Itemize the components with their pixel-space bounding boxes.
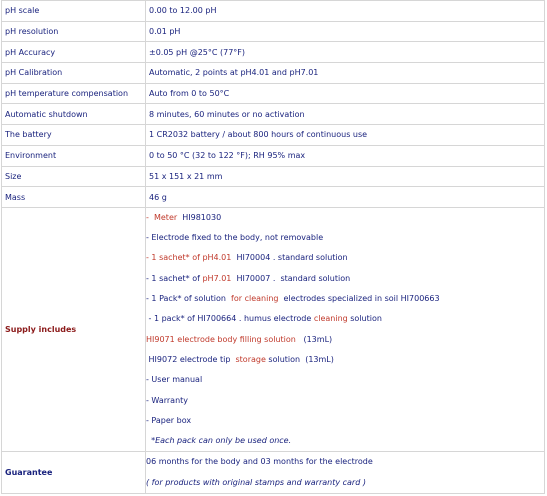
spec-label: The battery [2, 125, 146, 146]
spec-value: 0.01 pH [146, 21, 545, 42]
supply-item-text: HI9072 electrode tip [146, 354, 236, 364]
spec-table-body [2, 1, 545, 494]
spec-label: Size [2, 166, 146, 187]
spec-row [2, 63, 545, 84]
supply-item [146, 208, 541, 228]
supply-item-text: storage [235, 354, 266, 364]
supply-item-text: HI9071 electrode body filling solution [146, 334, 296, 344]
supply-item-text: (13mL) [295, 334, 333, 344]
supply-item-text: - 1 Pack* of solution [146, 294, 232, 304]
supply-item [146, 289, 541, 309]
spec-row [2, 166, 545, 187]
supply-item-text: - Warranty [146, 395, 189, 405]
supply-row [2, 207, 545, 452]
spec-row [2, 145, 545, 166]
spec-value: ±0.05 pH @25°C (77°F) [146, 42, 545, 63]
spec-label: Automatic shutdown [2, 104, 146, 125]
spec-value: 8 minutes, 60 minutes or no activation [146, 104, 545, 125]
supply-item-text: solution [347, 314, 382, 324]
supply-item-text: - Paper box [146, 415, 192, 425]
spec-label: pH Calibration [2, 63, 146, 84]
supply-label: Supply includes [2, 207, 146, 452]
supply-item-text: for cleaning [231, 294, 284, 304]
supply-item [146, 391, 541, 411]
spec-value: 46 g [146, 187, 545, 208]
spec-value: 0.00 to 12.00 pH [146, 1, 545, 22]
spec-row [2, 187, 545, 208]
supply-item [146, 350, 541, 370]
supply-item-text: - [146, 212, 154, 222]
supply-item-text: electrodes specialized in soil HI700663 [283, 294, 440, 304]
spec-label: Environment [2, 145, 146, 166]
supply-item [146, 330, 541, 350]
supply-item [146, 269, 541, 289]
spec-row [2, 1, 545, 22]
guarantee-row [2, 452, 545, 494]
spec-row [2, 21, 545, 42]
supply-item [146, 431, 541, 451]
supply-item-text: - 1 sachet* of [146, 273, 203, 283]
spec-table [1, 0, 545, 494]
supply-list [146, 207, 545, 452]
supply-item-text: - 1 pack* of HI700664 . humus electrode [146, 314, 314, 324]
spec-row [2, 104, 545, 125]
spec-value: Automatic, 2 points at pH4.01 and pH7.01 [146, 63, 545, 84]
supply-item [146, 248, 541, 268]
spec-row [2, 83, 545, 104]
spec-row [2, 125, 545, 146]
supply-item [146, 411, 541, 431]
spec-label: pH resolution [2, 21, 146, 42]
spec-value: Auto from 0 to 50°C [146, 83, 545, 104]
spec-label: pH temperature compensation [2, 83, 146, 104]
supply-item-text: solution (13mL) [265, 354, 334, 364]
spec-value: 1 CR2032 battery / about 800 hours of continuous use [146, 125, 545, 146]
guarantee-value [146, 452, 545, 494]
spec-row [2, 42, 545, 63]
supply-item-text: *Each pack can only be used once. [146, 436, 292, 446]
spec-label: pH Accuracy [2, 42, 146, 63]
guarantee-label: Guarantee [2, 452, 146, 494]
supply-item-text: HI981030 [182, 212, 222, 222]
guarantee-line: 06 months for the body and 03 months for the electrode [146, 457, 373, 467]
supply-item-text: HI70004 . standard solution [236, 253, 348, 263]
supply-item [146, 228, 541, 248]
supply-item-text: - User manual [146, 375, 203, 385]
supply-item [146, 370, 541, 390]
spec-label: pH scale [2, 1, 146, 22]
supply-item [146, 309, 541, 329]
supply-item-text: pH7.01 [202, 273, 237, 283]
supply-item-text: HI70007 . standard solution [236, 273, 351, 283]
spec-label: Mass [2, 187, 146, 208]
supply-item-text: cleaning [313, 314, 348, 324]
guarantee-note: ( for products with original stamps and warranty card ) [146, 477, 366, 487]
spec-value: 51 x 151 x 21 mm [146, 166, 545, 187]
spec-value: 0 to 50 °C (32 to 122 °F); RH 95% max [146, 145, 545, 166]
supply-item-text: - 1 sachet* of pH4.01 [146, 253, 237, 263]
supply-item-text: - Electrode fixed to the body, not removable [146, 233, 324, 243]
supply-item-text: Meter [153, 212, 183, 222]
